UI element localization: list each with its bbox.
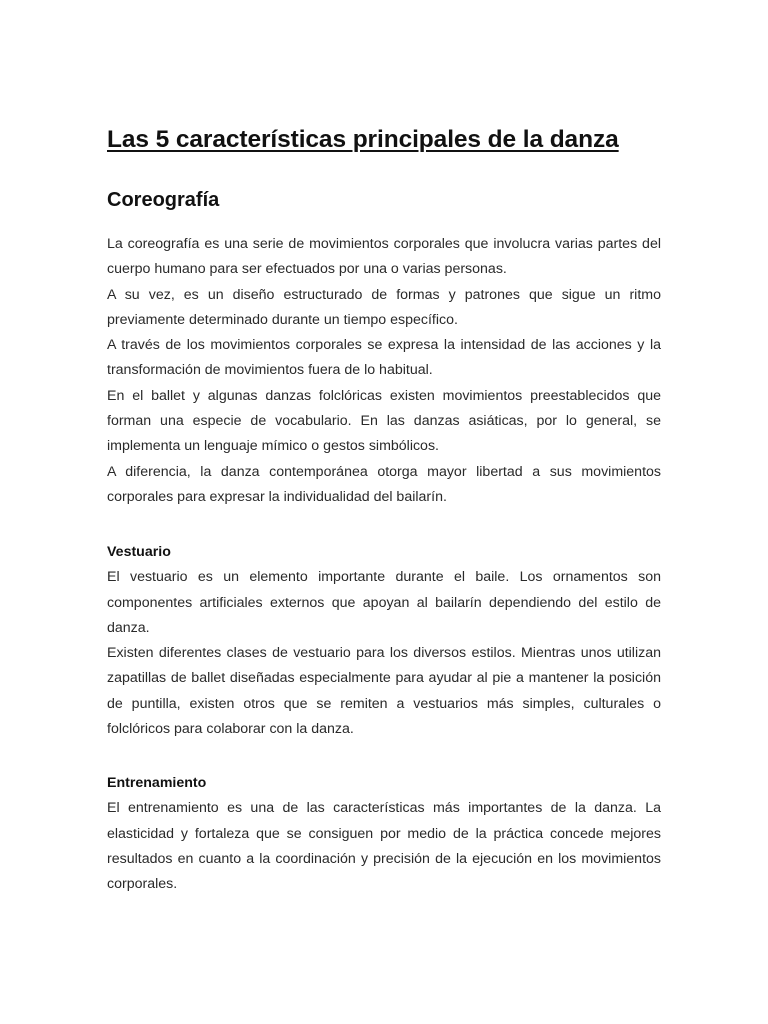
paragraph: Existen diferentes clases de vestuario para los diversos estilos. Mientras unos utilizan zapatillas de ballet diseñadas especialmente para ayudar al pie a mantener la posición de puntilla, existen otros que se remiten a vestuarios más simples, culturales o folclóricos para colaborar con la danza. — [107, 645, 661, 738]
section-coreografia — [107, 232, 661, 510]
section-entrenamiento — [107, 771, 661, 897]
paragraph: El vestuario es un elemento importante durante el baile. Los ornamentos son componentes artificiales externos que apoyan al bailarín dependiendo del estilo de danza. — [107, 569, 661, 636]
section-vestuario — [107, 540, 661, 742]
paragraph: A diferencia, la danza contemporánea otorga mayor libertad a sus movimientos corporales para expresar la individualidad del bailarín. — [107, 463, 661, 505]
section-heading-coreografia: Coreografía — [107, 189, 220, 211]
section-heading-entrenamiento: Entrenamiento — [107, 775, 207, 791]
paragraph: A través de los movimientos corporales se expresa la intensidad de las acciones y la transformación de movimientos fuera de lo habitual. — [107, 337, 661, 379]
paragraph: El entrenamiento es una de las características más importantes de la danza. La elasticidad y fortaleza que se consiguen por medio de la práctica concede mejores resultados en cuanto a la coordinación y precisión de la ejecución en los movimientos corporales. — [107, 800, 661, 893]
paragraph: La coreografía es una serie de movimientos corporales que involucra varias partes del cuerpo humano para ser efectuados por una o varias personas. — [107, 236, 661, 278]
paragraph: A su vez, es un diseño estructurado de formas y patrones que sigue un ritmo previamente determinado durante un tiempo específico. — [107, 286, 661, 328]
paragraph: En el ballet y algunas danzas folclóricas existen movimientos preestablecidos que forman una especie de vocabulario. En las danzas asiáticas, por lo general, se implementa un lenguaje mímico o gestos simbólicos. — [107, 387, 661, 455]
document-title: Las 5 características principales de la danza — [107, 126, 619, 153]
section-heading-vestuario: Vestuario — [107, 544, 171, 560]
